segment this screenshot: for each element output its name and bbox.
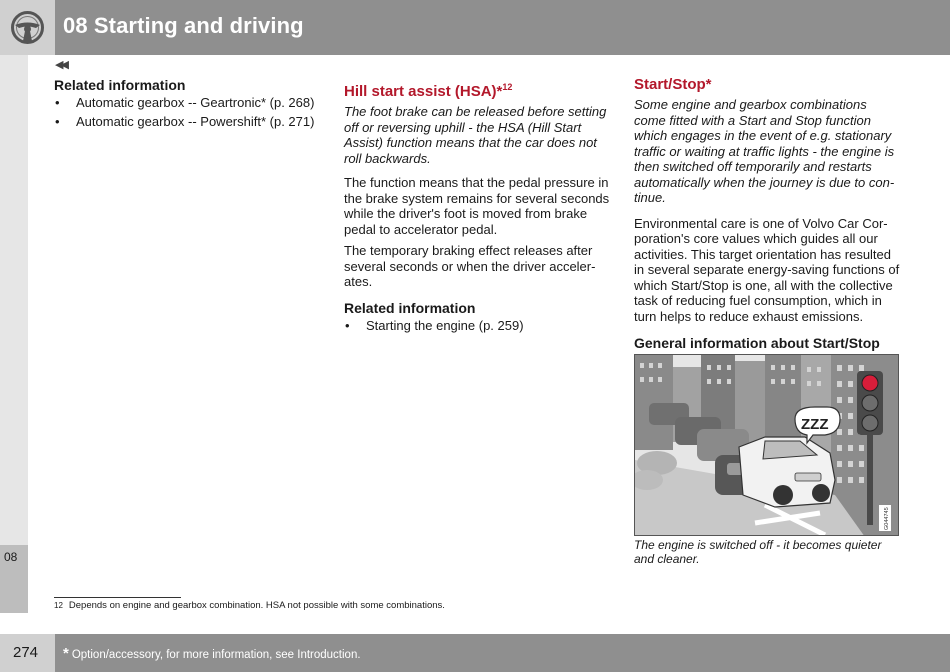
footnote-number: 12 (54, 601, 63, 610)
list-item[interactable]: • Automatic gearbox -- Geartronic* (p. 268) (55, 95, 315, 110)
footnote-divider (54, 597, 181, 598)
steering-wheel-icon (11, 11, 44, 44)
header-icon-box (0, 0, 55, 55)
hsa-paragraph-1: The function means that the pedal pressure in the brake system remains for several seconds while the driver's foot is moved from brake pedal to accelerator pedal. (344, 175, 610, 237)
related-info-list (344, 316, 610, 335)
start-stop-illustration (634, 354, 899, 536)
page-number-box (0, 634, 55, 672)
chapter-title: 08 Starting and driving (63, 13, 304, 38)
related-info-heading: Related information (54, 77, 186, 93)
hsa-paragraph-2: The temporary braking effect releases after several seconds or when the driver acceler-ates. (344, 243, 596, 289)
column-related (54, 76, 324, 131)
sidebar-strip (0, 55, 28, 613)
section-title-start-stop: Start/Stop* (634, 76, 712, 93)
start-stop-intro: Some engine and gearbox combinations come fitted with a Start and Stop function which engages in the event of e.g. stationary traffic or waiting at traffic lights - the engine is then switched off temporarily and restarts automatically when the journey is due to con-tinue. (634, 97, 895, 205)
hsa-intro: The foot brake can be released before setting off or reversing uphill - the HSA (Hill Start Assist) function means that the car does not roll backwards. (344, 104, 607, 166)
footnote-text: Depends on engine and gearbox combination. HSA not possible with some combinations. (68, 600, 445, 611)
page-number: 274 (13, 644, 39, 661)
list-item[interactable]: • Starting the engine (p. 259) (345, 317, 524, 333)
previous-page-link[interactable]: ◀◀ (55, 59, 66, 71)
footnote (54, 600, 445, 611)
start-stop-paragraph: Environmental care is one of Volvo Car Cor-poration's core values which guides all our activities. This target orientation has resulted in several separate energy-saving functions of which Start/Stop is one, all with the collective task of reducing fuel consumption, which in turn helps to reduce exhaust emissions. (634, 215, 900, 324)
footer-note (63, 645, 361, 662)
figure-code: G044745 (884, 507, 890, 530)
footer-star: * (63, 645, 69, 662)
list-item[interactable]: • Automatic gearbox -- Powershift* (p. 271) (55, 114, 315, 129)
section-title-hsa: Hill start assist (HSA)*$^{12}$ (344, 82, 513, 100)
column-start-stop (634, 76, 900, 566)
column-hsa (344, 76, 610, 335)
traffic-scene-image (635, 355, 899, 536)
zzz-label: ZZZ (801, 416, 829, 433)
general-info-heading: General information about Start/Stop (634, 335, 880, 351)
figure-caption: The engine is switched off - it becomes quieter and cleaner. (634, 538, 882, 566)
footer-note-text: Option/accessory, for more information, see Introduction. (71, 649, 361, 661)
related-info-heading: Related information (344, 299, 476, 316)
page-footer (0, 634, 950, 672)
chapter-tab-label: 08 (4, 550, 18, 564)
page-header (0, 0, 950, 55)
related-info-list (54, 93, 324, 131)
chapter-tab[interactable] (0, 545, 28, 613)
